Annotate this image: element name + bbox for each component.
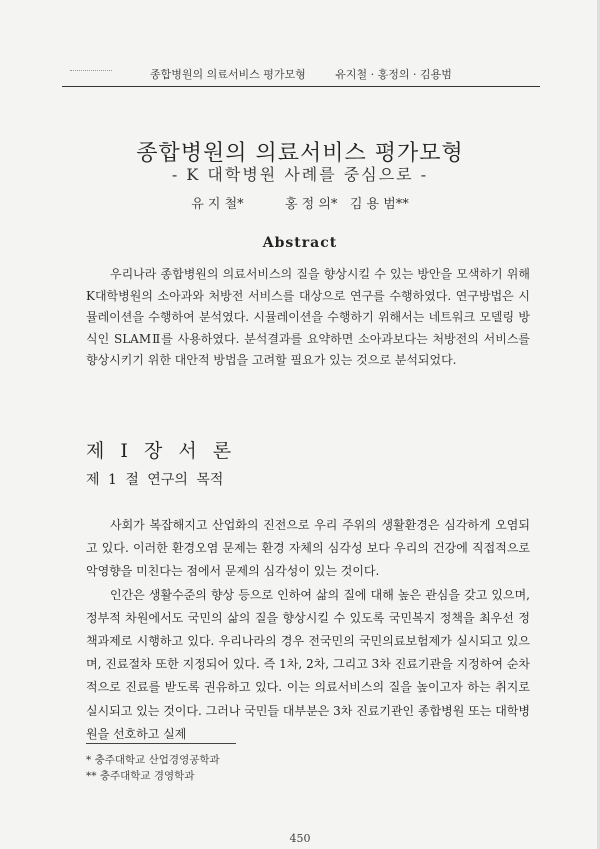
chapter-heading: 제 I 장 서 론 — [86, 440, 237, 462]
paper-title: 종합병원의 의료서비스 평가모형 — [136, 141, 464, 166]
author-2: 홍 정 의* — [284, 197, 338, 212]
author-3: 김 용 범** — [349, 197, 409, 212]
body-paragraph-2: 인간은 생활수준의 향상 등으로 인하여 삶의 질에 대해 높은 관심을 갖고 있으며, 정부적 차원에서도 국민의 삶의 질을 향상시킬 수 있도록 국민복지 정책을 최우선 정책과제로 시행하고 있다. 우리나라의 경우 전국민의 국민의료보험제가 실시되고 있으며, 진료절차 또한 지정되어 있다. 즉 1차, 2차, 그리고 3차 진료기관을 지정하여 순차적으로 진료를 받도록 권유하고 있다. 이는 의료서비스의 질을 높이고자 하는 취지로 실시되고 있는 것이다. 그러나 국민들 대부분은 3차 진료기관인 종합병원 또는 대학병원을 선호하고 실제 — [86, 587, 530, 741]
footnote-2: ** 충주대학교 경영학과 — [86, 770, 195, 782]
running-header — [150, 66, 550, 82]
abstract-body — [86, 264, 530, 372]
scan-artifact — [70, 70, 112, 75]
abstract-heading: Abstract — [262, 235, 338, 251]
author-line — [0, 193, 600, 212]
header-rule — [62, 86, 540, 87]
running-header-title: 종합병원의 의료서비스 평가모형 — [150, 68, 306, 81]
body-paragraph-1: 사회가 복잡해지고 산업화의 진전으로 우리 주위의 생활환경은 심각하게 오염되고 있다. 이러한 환경오염 문제는 환경 자체의 심각성 보다 우리의 건강에 직접적으로 악영향을 미친다는 점에서 문제의 심각성이 있는 것이다. — [86, 518, 530, 579]
footnote-1: * 충주대학교 산업경영공학과 — [86, 754, 220, 766]
paper-subtitle: - K 대학병원 사례를 중심으로 - — [171, 165, 429, 184]
abstract-text: 우리나라 종합병원의 의료서비스의 질을 향상시킬 수 있는 방안을 모색하기 위해 K대학병원의 소아과와 처방전 서비스를 대상으로 연구를 수행하였다. 연구방법은 시뮬레이션을 수행하여 분석였다. 시뮬레이션을 수행하기 위해서는 네트워크 모델링 방식인 SLAMⅡ를 사용하였다. 분석결과를 요약하면 소아과보다는 처방전의 서비스를 향상시키기 위한 대안적 방법을 고려할 필요가 있는 것으로 분석되었다. — [86, 267, 530, 367]
running-header-authors: 유지철 · 홍정의 · 김용범 — [335, 68, 452, 81]
footnote-rule — [86, 743, 236, 744]
author-1: 유 지 철* — [191, 197, 244, 212]
page-number: 450 — [289, 832, 311, 845]
body-text — [86, 514, 530, 746]
footnotes — [86, 752, 486, 784]
section-heading: 제 1 절 연구의 목적 — [86, 472, 224, 488]
